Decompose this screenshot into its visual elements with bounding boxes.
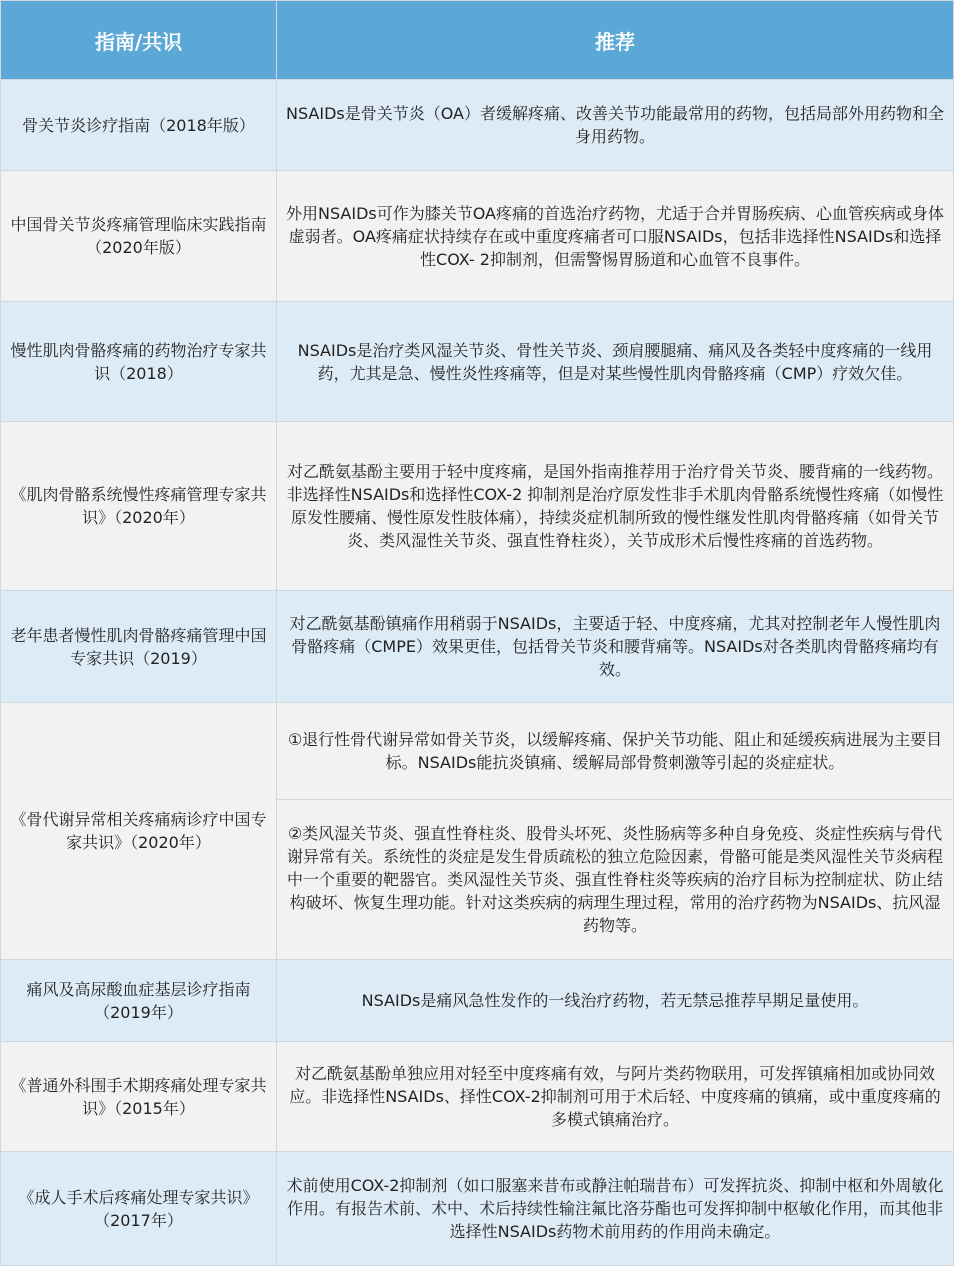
recommendation-text: 外用NSAIDs可作为膝关节OA疼痛的首选治疗药物，尤适于合并胃肠疾病、心血管疾病或身体虚弱者。OA疼痛症状持续存在或中重度疼痛者可口服NSAIDs，包括非选择性NSAIDs和选择性COX- 2抑制剂，但需警惕胃肠道和心血管不良事件。 (277, 171, 954, 302)
guideline-name: 骨关节炎诊疗指南（2018年版） (1, 80, 277, 171)
recommendation-text: 术前使用COX-2抑制剂（如口服塞来昔布或静注帕瑞昔布）可发挥抗炎、抑制中枢和外周敏化作用。有报告术前、术中、术后持续性输注氟比洛芬酯也可发挥抑制中枢敏化作用，而其他非选择性NSAIDs药物术前用药的作用尚未确定。 (277, 1152, 954, 1266)
guideline-name: 慢性肌肉骨骼疼痛的药物治疗专家共识（2018） (1, 302, 277, 422)
table-row (1, 302, 954, 422)
recommendation-text: 对乙酰氨基酚主要用于轻中度疼痛，是国外指南推荐用于治疗骨关节炎、腰背痛的一线药物。非选择性NSAIDs和选择性COX-2 抑制剂是治疗原发性非手术肌肉骨骼系统慢性疼痛（如慢性原发性腰痛、慢性原发性肢体痛），持续炎症机制所致的慢性继发性肌肉骨骼疼痛（如骨关节炎、类风湿性关节炎、强直性脊柱炎），关节成形术后慢性疼痛的首选药物。 (277, 422, 954, 591)
guideline-name: 痛风及高尿酸血症基层诊疗指南（2019年） (1, 960, 277, 1042)
guideline-name: 《肌肉骨骼系统慢性疼痛管理专家共识》（2020年） (1, 422, 277, 591)
table-row (1, 422, 954, 591)
table-row (1, 80, 954, 171)
header-guideline: 指南/共识 (1, 1, 277, 80)
table-row (1, 960, 954, 1042)
guideline-name: 老年患者慢性肌肉骨骼疼痛管理中国专家共识（2019） (1, 591, 277, 703)
table-row (1, 591, 954, 703)
header-recommendation: 推荐 (277, 1, 954, 80)
recommendation-text: NSAIDs是痛风急性发作的一线治疗药物，若无禁忌推荐早期足量使用。 (277, 960, 954, 1042)
recommendation-text: 对乙酰氨基酚单独应用对轻至中度疼痛有效，与阿片类药物联用，可发挥镇痛相加或协同效应。非选择性NSAIDs、择性COX-2抑制剂可用于术后轻、中度疼痛的镇痛，或中重度疼痛的多模式镇痛治疗。 (277, 1042, 954, 1152)
table-row (1, 703, 954, 800)
header-row (1, 1, 954, 80)
recommendation-text: NSAIDs是治疗类风湿关节炎、骨性关节炎、颈肩腰腿痛、痛风及各类轻中度疼痛的一线用药，尤其是急、慢性炎性疼痛等，但是对某些慢性肌肉骨骼疼痛（CMP）疗效欠佳。 (277, 302, 954, 422)
recommendation-text: ②类风湿关节炎、强直性脊柱炎、股骨头坏死、炎性肠病等多种自身免疫、炎症性疾病与骨代谢异常有关。系统性的炎症是发生骨质疏松的独立危险因素，骨骼可能是类风湿性关节炎病程中一个重要的靶器官。类风湿性关节炎、强直性脊柱炎等疾病的治疗目标为控制症状、防止结构破坏、恢复生理功能。针对这类疾病的病理生理过程，常用的治疗药物为NSAIDs、抗风湿药物等。 (277, 800, 954, 960)
table-row (1, 1042, 954, 1152)
recommendation-text: 对乙酰氨基酚镇痛作用稍弱于NSAIDs，主要适于轻、中度疼痛，尤其对控制老年人慢性肌肉骨骼疼痛（CMPE）效果更佳，包括骨关节炎和腰背痛等。NSAIDs对各类肌肉骨骼疼痛均有效。 (277, 591, 954, 703)
recommendation-text: ①退行性骨代谢异常如骨关节炎，以缓解疼痛、保护关节功能、阻止和延缓疾病进展为主要目标。NSAIDs能抗炎镇痛、缓解局部骨赘刺激等引起的炎症症状。 (277, 703, 954, 800)
guideline-name: 《普通外科围手术期疼痛处理专家共识》（2015年） (1, 1042, 277, 1152)
recommendation-text: NSAIDs是骨关节炎（OA）者缓解疼痛、改善关节功能最常用的药物，包括局部外用药物和全身用药物。 (277, 80, 954, 171)
guideline-name: 中国骨关节炎疼痛管理临床实践指南（2020年版） (1, 171, 277, 302)
table-row (1, 171, 954, 302)
guideline-name: 《成人手术后疼痛处理专家共识》（2017年） (1, 1152, 277, 1266)
guideline-name: 《骨代谢异常相关疼痛病诊疗中国专家共识》（2020年） (1, 703, 277, 960)
table-row (1, 1152, 954, 1266)
